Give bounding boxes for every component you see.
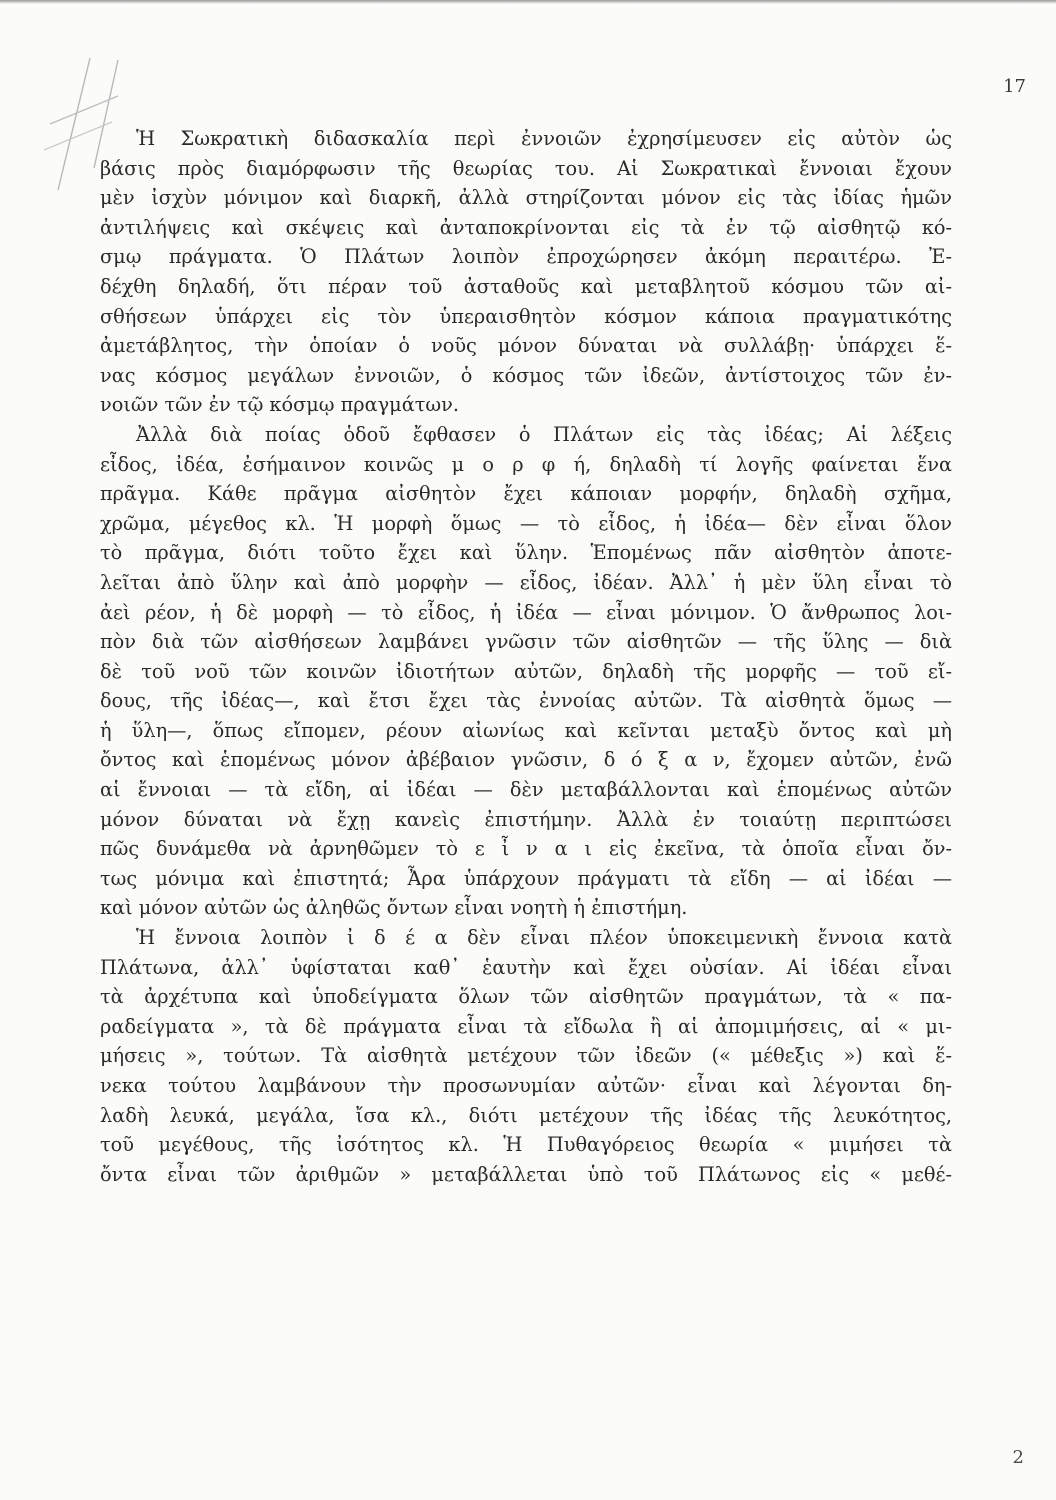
text-line: μὲν ἰσχὺν μόνιμον καὶ διαρκῆ, ἀλλὰ στηρίζονται μόνον εἰς τὰς ἰδίας ἡμῶν xyxy=(100,186,952,210)
text-line: λαδὴ λευκά, μεγάλα, ἴσα κλ., διότι μετέχουν τῆς ἰδέας τῆς λευκότητος, xyxy=(100,1103,952,1127)
text-line: δὲ τοῦ νοῦ τῶν κοινῶν ἰδιοτήτων αὐτῶν, δηλαδὴ τῆς μορφῆς — τοῦ εἴ- xyxy=(100,659,952,683)
text-line: τως μόνιμα καὶ ἐπιστητά; Ἆρα ὑπάρχουν πράγματι τὰ εἴδη — αἱ ἰδέαι — xyxy=(100,866,952,890)
page-number: 17 xyxy=(1003,76,1026,97)
text-line: νας κόσμος μεγάλων ἐννοιῶν, ὁ κόσμος τῶν ἰδεῶν, ἀντίστοιχος τῶν ἐν- xyxy=(100,363,952,387)
text-line: δους, τῆς ἰδέας—, καὶ ἔτσι ἔχει τὰς ἐννοίας αὐτῶν. Τὰ αἰσθητὰ ὅμως — xyxy=(100,689,952,713)
text-line: Ἡ Σωκρατικὴ διδασκαλία περὶ ἐννοιῶν ἐχρησίμευσεν εἰς αὐτὸν ὡς xyxy=(136,127,952,150)
text-line: δέχθη δηλαδή, ὅτι πέραν τοῦ ἀσταθοῦς καὶ μεταβλητοῦ κόσμου τῶν αἰ- xyxy=(100,274,952,298)
text-line: ὄντος καὶ ἑπομένως μόνον ἀβέβαιον γνῶσιν, δ ό ξ α ν, ἔχομεν αὐτῶν, ἐνῶ xyxy=(100,748,952,772)
text-line: χρῶμα, μέγεθος κλ. Ἡ μορφὴ ὅμως — τὸ εἶδος, ἡ ἰδέα— δὲν εἶναι ὅλον xyxy=(100,511,952,535)
scan-top-edge xyxy=(0,0,1056,4)
text-line: ἀντιλήψεις καὶ σκέψεις καὶ ἀνταποκρίνονται εἰς τὰ ἐν τῷ αἰσθητῷ κό- xyxy=(100,215,952,239)
text-line: ἀμετάβλητος, τὴν ὁποίαν ὁ νοῦς μόνον δύναται νὰ συλλάβῃ· ὑπάρχει ἕ- xyxy=(100,334,952,358)
text-line: σθήσεων ὑπάρχει εἰς τὸν ὑπεραισθητὸν κόσμον κάποια πραγματικότης xyxy=(100,304,952,328)
text-line: μήσεις », τούτων. Τὰ αἰσθητὰ μετέχουν τῶν ἰδεῶν (« μέθεξις ») καὶ ἕ- xyxy=(100,1044,952,1068)
text-line: Πλάτωνα, ἀλλ᾽ ὑφίσταται καθ᾽ ἑαυτὴν καὶ ἔχει οὐσίαν. Αἱ ἰδέαι εἶναι xyxy=(100,955,952,979)
text-line: πῶς δυνάμεθα νὰ ἀρνηθῶμεν τὸ ε ἶ ν α ι εἰς ἐκεῖνα, τὰ ὁποῖα εἶναι ὄν- xyxy=(100,837,952,861)
text-line: αἱ ἔννοιαι — τὰ εἴδη, αἱ ἰδέαι — δὲν μεταβάλλονται καὶ ἑπομένως αὐτῶν xyxy=(100,778,952,802)
text-line: Ἡ ἔννοια λοιπὸν ἰ δ έ α δὲν εἶναι πλέον ὑποκειμενικὴ ἔννοια κατὰ xyxy=(136,926,952,950)
text-line: ἡ ὕλη—, ὅπως εἴπομεν, ρέουν αἰωνίως καὶ κεῖνται μεταξὺ ὄντος καὶ μὴ xyxy=(100,718,952,742)
text-line: ραδείγματα », τὰ δὲ πράγματα εἶναι τὰ εἴδωλα ἢ αἱ ἀπομιμήσεις, αἱ « μι- xyxy=(100,1014,952,1038)
text-line: εἶδος, ἰδέα, ἐσήμαινον κοινῶς μ ο ρ φ ή, δηλαδὴ τί λογῆς φαίνεται ἕνα xyxy=(100,452,952,476)
text-line: καὶ μόνον αὐτῶν ὡς ἀληθῶς ὄντων εἶναι νοητὴ ἡ ἐπιστήμη. xyxy=(100,896,688,920)
text-line: μόνον δύναται νὰ ἔχῃ κανεὶς ἐπιστήμην. Ἀλλὰ ἐν τοιαύτῃ περιπτώσει xyxy=(100,807,952,831)
text-line: τὸ πρᾶγμα, διότι τοῦτο ἔχει καὶ ὕλην. Ἑπομένως πᾶν αἰσθητὸν ἀποτε- xyxy=(100,541,952,565)
text-line: νοιῶν τῶν ἐν τῷ κόσμῳ πραγμάτων. xyxy=(100,393,459,417)
text-line: πὸν διὰ τῶν αἰσθήσεων λαμβάνει γνῶσιν τῶν αἰσθητῶν — τῆς ὕλης — διὰ xyxy=(100,630,952,654)
text-line: ἀεὶ ρέον, ἡ δὲ μορφὴ — τὸ εἶδος, ἡ ἰδέα — εἶναι μόνιμον. Ὁ ἄνθρωπος λοι- xyxy=(100,600,952,624)
text-line: λεῖται ἀπὸ ὕλην καὶ ἀπὸ μορφὴν — εἶδος, ἰδέαν. Ἀλλ᾽ ἡ μὲν ὕλη εἶναι τὸ xyxy=(100,570,952,594)
signature-mark: 2 xyxy=(1012,1447,1024,1468)
text-line: σμῳ πράγματα. Ὁ Πλάτων λοιπὸν ἐπροχώρησεν ἀκόμη περαιτέρω. Ἐ- xyxy=(100,245,952,269)
body-text xyxy=(100,124,952,1189)
text-line: τοῦ μεγέθους, τῆς ἰσότητος κλ. Ἡ Πυθαγόρειος θεωρία « μιμήσει τὰ xyxy=(100,1133,952,1157)
text-line: Ἀλλὰ διὰ ποίας ὁδοῦ ἔφθασεν ὁ Πλάτων εἰς τὰς ἰδέας; Αἱ λέξεις xyxy=(136,422,952,446)
text-line: τὰ ἀρχέτυπα καὶ ὑποδείγματα ὅλων τῶν αἰσθητῶν πραγμάτων, τὰ « πα- xyxy=(100,985,952,1009)
text-line: νεκα τούτου λαμβάνουν τὴν προσωνυμίαν αὐτῶν· εἶναι καὶ λέγονται δη- xyxy=(100,1074,952,1097)
text-line: βάσις πρὸς διαμόρφωσιν τῆς θεωρίας του. Αἱ Σωκρατικαὶ ἔννοιαι ἔχουν xyxy=(100,156,952,180)
text-line: ὄντα εἶναι τῶν ἀριθμῶν » μεταβάλλεται ὑπὸ τοῦ Πλάτωνος εἰς « μεθέ- xyxy=(100,1162,952,1186)
text-line: πρᾶγμα. Κάθε πρᾶγμα αἰσθητὸν ἔχει κάποιαν μορφήν, δηλαδὴ σχῆμα, xyxy=(100,482,952,506)
